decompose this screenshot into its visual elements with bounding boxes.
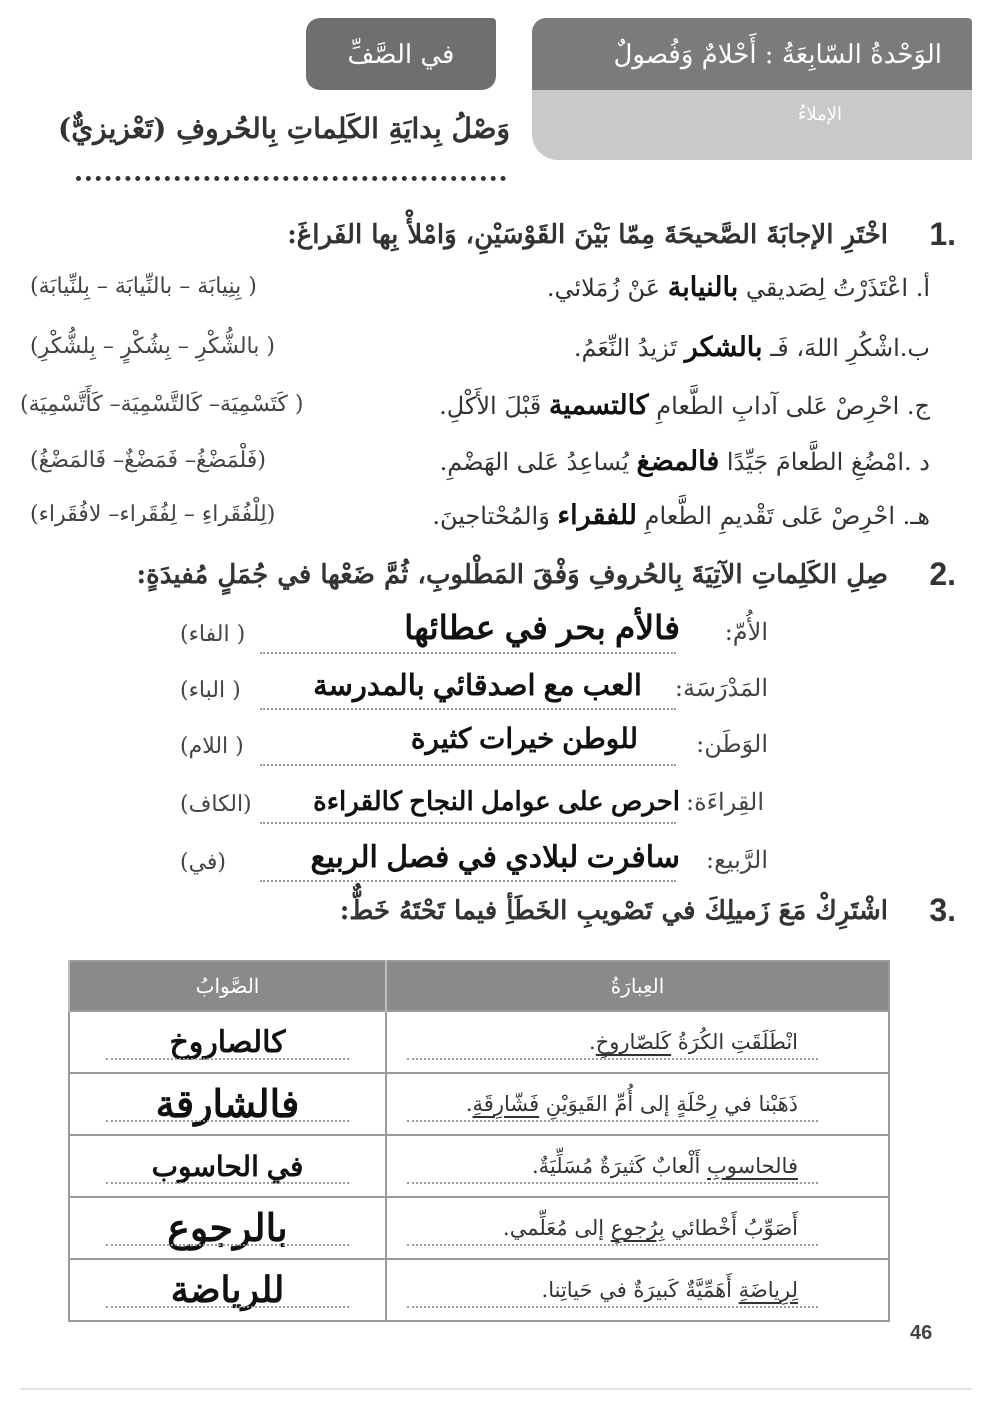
q2-row (180, 778, 766, 834)
q1-item-sentence: د .امْضُغِ الطَّعامَ جَيِّدًا فالمضغ يُساعِدُ عَلى الهَضْمِ. (439, 446, 930, 476)
table-phrase: انْطَلَقَتِ الكُرَةُ كَلصّاروخِ. (386, 1011, 889, 1073)
q1-item-options: (فَلْمَضْغُ– فَمَضْغٌ– فَالمَضْغُ) (30, 448, 266, 473)
q1-item (20, 500, 930, 544)
table-correct: بالرجوع (69, 1197, 386, 1259)
q1-item (20, 332, 930, 376)
page-number: 46 (910, 1322, 933, 1344)
q1-item-options: ( بالشُّكْرِ – بِشُكْرٍ – بِلشُّكْرِ) (30, 334, 275, 359)
q2-word: الأُمّ: (724, 618, 768, 646)
q2-answer-line (260, 764, 676, 766)
unit-header-tab (532, 18, 972, 90)
class-label: في الصَّفِّ (347, 40, 455, 70)
q2-letter: (الكاف) (180, 792, 252, 817)
q2-word: المَدْرَسَة: (674, 674, 768, 702)
q2-answer-line (260, 652, 676, 654)
q2-sentence: احرص على عوامل النجاح كالقراءة (313, 786, 680, 816)
q1-item-sentence: أ. اعْتَذَرْتُ لِصَديقي بالنيابة عَنْ زُمَلائي. (546, 272, 930, 302)
q2-row (180, 664, 766, 720)
table-row (69, 1011, 889, 1073)
q2-letter: ( الفاء) (180, 622, 246, 647)
q1-item (20, 446, 930, 490)
table-header-correct: الصَّوابُ (69, 961, 386, 1011)
q2-letter: ( الباء) (180, 678, 241, 703)
underlined-error: فالحاسوبِ (706, 1154, 798, 1178)
underlined-error: كَلصّاروخِ (595, 1030, 672, 1054)
q2-sentence: العب مع اصدقائي بالمدرسة (313, 670, 642, 702)
page-bottom-divider (20, 1388, 972, 1390)
q2-instruction: صِلِ الكَلِماتِ الآتِيَةَ بِالحُروفِ وَفْقَ المَطْلوبِ، ثُمَّ ضَعْها في جُمَلٍ مُفيدَةٍ: (136, 560, 888, 590)
class-tab (306, 18, 496, 90)
q1-instruction: اخْتَرِ الإجابَةَ الصَّحيحَةَ مِمّا بَيْنَ القَوْسَيْنِ، وَامْلأْ بِها الفَراغَ: (287, 220, 888, 250)
q2-letter: (في) (180, 850, 227, 875)
q1-item-options: ( بِنِيابَة – بالنِّيابَة – بِلنِّيابَة) (30, 274, 257, 299)
q1-item-answer: بالشكر (684, 332, 763, 362)
q1-item-answer: للفقراء (557, 500, 637, 530)
table-header-phrase: العِبارَةُ (386, 961, 889, 1011)
q1-number: 1. (929, 216, 956, 252)
table-row (69, 1259, 889, 1321)
title-divider (76, 176, 506, 181)
unit-title: الوَحْدةُ السّابِعَةُ : أَحْلامٌ وَفُصولٌ (613, 40, 942, 70)
lesson-title: وَصْلُ بِدايَةِ الكَلِماتِ بِالحُروفِ (تَعْزيزيٌّ) (57, 112, 510, 145)
q3-number: 3. (929, 892, 956, 928)
table-correct: كالصاروخ (69, 1011, 386, 1073)
table-phrase: ذَهَبْنا في رِحْلَةٍ إلى أُمِّ القَيوَيْنِ فَشّارِقَةِ. (386, 1073, 889, 1135)
table-row (69, 1197, 889, 1259)
subject-band (532, 90, 972, 160)
table-phrase: لِرِياضَةِ أَهَمِّيَّةٌ كَبيرَةٌ في حَياتِنا. (386, 1259, 889, 1321)
q2-sentence: للوطن خيرات كثيرة (410, 723, 638, 754)
table-phrase: فالحاسوبِ أَلْعابٌ كَثيرَةٌ مُسَلِّيَةٌ. (386, 1135, 889, 1197)
subject-label: الإملاءُ (797, 104, 842, 125)
q2-row (180, 720, 766, 776)
q2-sentence: فالأم بحر في عطائها (404, 609, 680, 646)
q2-number: 2. (929, 556, 956, 592)
q2-answer-line (260, 880, 676, 882)
q1-item-sentence: ب.اشْكُرِ اللهَ، فَـ بالشكر تَزيدُ النِّعَمُ. (573, 332, 930, 362)
q1-item-sentence: ج. احْرِصْ عَلى آدابِ الطَّعامِ كالتسمية قَبْلَ الأَكْلِ. (439, 390, 930, 420)
q2-letter: ( اللام) (180, 734, 244, 759)
table-correct: فالشارقة (69, 1073, 386, 1135)
q1-item (20, 390, 930, 434)
q1-item (20, 272, 930, 316)
q1-item-options: (لِلْفُقَراءِ – لِفُقَراء– لافُقَراء) (30, 502, 276, 527)
q2-word: القِراءَة: (686, 788, 764, 816)
q3-instruction: اشْتَرِكْ مَعَ زَميلِكَ في تَصْويبِ الخَطَأِ فيما تَحْتَهُ خَطٌّ: (339, 896, 888, 926)
table-correct: في الحاسوب (69, 1135, 386, 1197)
underlined-error: بِرُجوعِ (610, 1216, 665, 1240)
correction-table (68, 960, 890, 1322)
table-row (69, 1073, 889, 1135)
q2-answer-line (260, 708, 676, 710)
underlined-error: فَشّارِقَةِ (472, 1092, 540, 1116)
q2-row (180, 608, 766, 664)
underlined-error: لِرِياضَةِ (738, 1278, 798, 1302)
q1-item-options: ( كَتَسْمِيَة– كَالتَّسْمِيَة– كَأَتَّسْمِيَة) (20, 392, 304, 417)
table-correct: للرياضة (69, 1259, 386, 1321)
q2-row (180, 836, 766, 892)
q2-word: الوَطَن: (696, 730, 768, 758)
q1-item-answer: كالتسمية (548, 390, 649, 420)
q2-sentence: سافرت لبلادي في فصل الربيع (310, 841, 680, 874)
q1-item-answer: فالمضغ (636, 446, 720, 476)
q2-word: الرَّبيع: (705, 846, 768, 874)
q2-answer-line (260, 822, 676, 824)
q1-item-sentence: هـ. احْرِصْ عَلى تَقْديمِ الطَّعامِ للفقراء وَالمُحْتاجينَ. (432, 500, 930, 530)
q1-item-answer: بالنيابة (667, 272, 739, 302)
table-row (69, 1135, 889, 1197)
table-phrase: أَصَوِّبُ أَخْطائي بِرُجوعِ إلى مُعَلِّمي. (386, 1197, 889, 1259)
